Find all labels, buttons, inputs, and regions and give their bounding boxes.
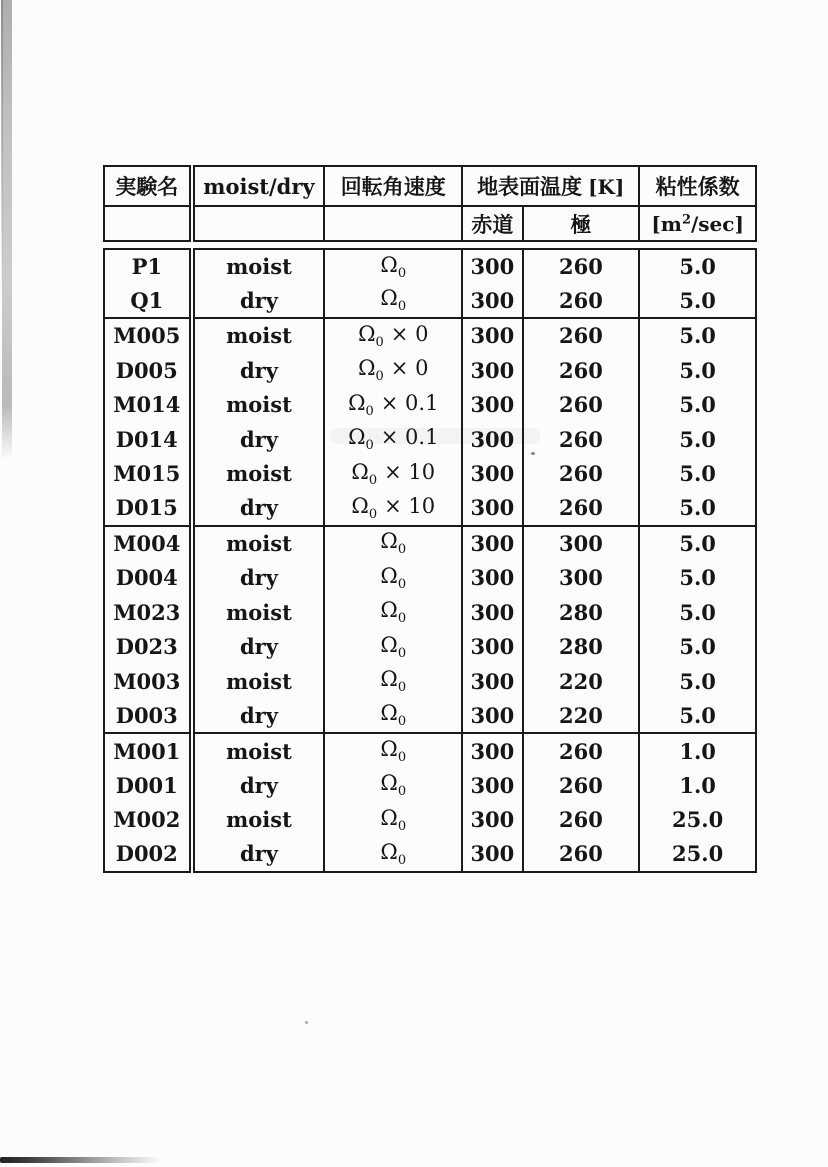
cell-rotation-rate: [324, 630, 462, 665]
omega-multiplier: × 0: [390, 355, 429, 380]
cell-visc: 25.0: [639, 803, 756, 838]
cell-name: M023: [104, 595, 192, 630]
header-surface-temperature-jp: 地表面温度: [477, 176, 583, 199]
cell-visc: 25.0: [639, 837, 756, 872]
omega-multiplier: × 10: [384, 493, 436, 518]
cell-rotation-rate: [324, 560, 462, 595]
cell-t-eq: 300: [462, 249, 522, 284]
header-equator: 赤道: [462, 206, 522, 241]
cell-t-pole: 300: [523, 560, 640, 595]
cell-rotation-rate: [324, 318, 462, 353]
header-surface-temperature: [462, 166, 639, 206]
omega-subscript: 0: [397, 542, 407, 558]
cell-visc: 5.0: [639, 422, 756, 457]
cell-t-eq: 300: [462, 457, 522, 492]
viscosity-unit-pre: [m: [651, 211, 682, 236]
cell-humidity: moist: [192, 803, 325, 838]
omega-symbol: Ω: [348, 390, 366, 415]
table-row-d023: [104, 630, 756, 665]
cell-visc: 5.0: [639, 284, 756, 319]
cell-rotation-rate: [324, 803, 462, 838]
cell-visc: 5.0: [639, 595, 756, 630]
cell-name: M004: [104, 526, 192, 561]
experiment-parameter-table: [103, 165, 757, 873]
table-row-d015: [104, 491, 756, 526]
omega-symbol: Ω: [380, 632, 398, 657]
cell-humidity: dry: [192, 422, 325, 457]
cell-t-eq: 300: [462, 422, 522, 457]
cell-rotation-rate: [324, 733, 462, 768]
cell-t-pole: 260: [523, 318, 640, 353]
cell-t-eq: 300: [462, 560, 522, 595]
cell-name: D014: [104, 422, 192, 457]
cell-rotation-rate: [324, 768, 462, 803]
cell-visc: 1.0: [639, 768, 756, 803]
table-row-m002: [104, 803, 756, 838]
table-row-m015: [104, 457, 756, 492]
cell-visc: 5.0: [639, 630, 756, 665]
cell-t-pole: 300: [523, 526, 640, 561]
cell-name: M001: [104, 733, 192, 768]
header-empty-cell: [324, 206, 462, 241]
omega-subscript: 0: [375, 369, 384, 385]
omega-symbol: Ω: [380, 598, 398, 623]
cell-humidity: moist: [192, 664, 325, 699]
table-row-m005: [104, 318, 756, 353]
cell-t-pole: 260: [523, 803, 640, 838]
header-moist-dry: moist/dry: [192, 166, 325, 206]
cell-humidity: moist: [192, 733, 325, 768]
cell-humidity: moist: [192, 457, 325, 492]
cell-t-eq: 300: [462, 318, 522, 353]
cell-rotation-rate: [324, 353, 462, 388]
cell-t-eq: 300: [462, 733, 522, 768]
cell-humidity: moist: [192, 387, 325, 422]
omega-symbol: Ω: [380, 667, 398, 692]
omega-subscript: 0: [397, 611, 407, 627]
cell-visc: 5.0: [639, 353, 756, 388]
cell-rotation-rate: [324, 699, 462, 734]
omega-symbol: Ω: [348, 425, 366, 450]
cell-t-eq: 300: [462, 699, 522, 734]
cell-t-pole: 260: [523, 284, 640, 319]
omega-subscript: 0: [375, 335, 384, 351]
header-viscosity-unit: [639, 206, 756, 241]
cell-visc: 5.0: [639, 560, 756, 595]
cell-humidity: dry: [192, 837, 325, 872]
scan-speck: [305, 1021, 308, 1024]
cell-t-eq: 300: [462, 595, 522, 630]
header-surface-temperature-unit: [K]: [588, 175, 625, 199]
omega-subscript: 0: [397, 645, 407, 661]
omega-symbol: Ω: [380, 701, 398, 726]
cell-name: M015: [104, 457, 192, 492]
cell-t-eq: 300: [462, 837, 522, 872]
omega-subscript: 0: [397, 299, 407, 315]
omega-multiplier: × 0.1: [380, 425, 439, 450]
cell-visc: 5.0: [639, 249, 756, 284]
omega-multiplier: × 0.1: [380, 390, 439, 415]
table-row-m003: [104, 664, 756, 699]
omega-symbol: Ω: [380, 805, 398, 830]
cell-t-eq: 300: [462, 387, 522, 422]
omega-symbol: Ω: [380, 563, 398, 588]
omega-subscript: 0: [365, 403, 374, 419]
cell-visc: 5.0: [639, 491, 756, 526]
cell-visc: 5.0: [639, 318, 756, 353]
cell-rotation-rate: [324, 387, 462, 422]
omega-subscript: 0: [397, 714, 407, 730]
omega-symbol: Ω: [358, 355, 376, 380]
table-row-d001: [104, 768, 756, 803]
cell-visc: 5.0: [639, 526, 756, 561]
cell-t-eq: 300: [462, 803, 522, 838]
cell-humidity: dry: [192, 491, 325, 526]
cell-name: M002: [104, 803, 192, 838]
cell-rotation-rate: [324, 491, 462, 526]
scan-edge-artifact-left: [2, 0, 12, 460]
omega-symbol: Ω: [380, 839, 398, 864]
header-empty-cell: [104, 206, 192, 241]
table-row-d005: [104, 353, 756, 388]
omega-symbol: Ω: [380, 252, 398, 277]
omega-subscript: 0: [368, 507, 378, 523]
cell-rotation-rate: [324, 284, 462, 319]
cell-name: D004: [104, 560, 192, 595]
cell-visc: 1.0: [639, 733, 756, 768]
table-row-d014: [104, 422, 756, 457]
omega-symbol: Ω: [380, 529, 398, 554]
omega-subscript: 0: [397, 265, 407, 281]
cell-t-pole: 260: [523, 387, 640, 422]
cell-humidity: dry: [192, 630, 325, 665]
table-body: [103, 248, 757, 873]
cell-rotation-rate: [324, 457, 462, 492]
cell-name: D003: [104, 699, 192, 734]
cell-t-pole: 220: [523, 699, 640, 734]
cell-rotation-rate: [324, 249, 462, 284]
cell-t-eq: 300: [462, 526, 522, 561]
cell-t-eq: 300: [462, 768, 522, 803]
cell-humidity: moist: [192, 318, 325, 353]
omega-subscript: 0: [397, 818, 407, 834]
omega-symbol: Ω: [358, 321, 376, 346]
cell-t-eq: 300: [462, 353, 522, 388]
table-row-m001: [104, 733, 756, 768]
cell-rotation-rate: [324, 837, 462, 872]
header-rotation-rate: 回転角速度: [324, 166, 462, 206]
cell-name: D002: [104, 837, 192, 872]
table-row-m014: [104, 387, 756, 422]
cell-t-pole: 260: [523, 837, 640, 872]
cell-name: M003: [104, 664, 192, 699]
cell-t-pole: 260: [523, 353, 640, 388]
cell-name: Q1: [104, 284, 192, 319]
cell-t-pole: 260: [523, 422, 640, 457]
cell-visc: 5.0: [639, 664, 756, 699]
table-row-q1: [104, 284, 756, 319]
cell-name: M014: [104, 387, 192, 422]
cell-t-pole: 260: [523, 457, 640, 492]
cell-t-pole: 280: [523, 630, 640, 665]
omega-symbol: Ω: [351, 459, 369, 484]
cell-rotation-rate: [324, 664, 462, 699]
viscosity-unit-sup: 2: [681, 211, 691, 227]
omega-subscript: 0: [397, 852, 407, 868]
cell-name: D001: [104, 768, 192, 803]
cell-humidity: moist: [192, 526, 325, 561]
cell-t-eq: 300: [462, 630, 522, 665]
cell-t-eq: 300: [462, 491, 522, 526]
omega-subscript: 0: [365, 438, 374, 454]
table-row-d004: [104, 560, 756, 595]
cell-t-eq: 300: [462, 664, 522, 699]
cell-visc: 5.0: [639, 387, 756, 422]
omega-multiplier: × 10: [384, 459, 436, 484]
omega-symbol: Ω: [351, 493, 369, 518]
table-row-m004: [104, 526, 756, 561]
cell-humidity: dry: [192, 699, 325, 734]
cell-humidity: dry: [192, 560, 325, 595]
cell-name: D005: [104, 353, 192, 388]
table-row-d003: [104, 699, 756, 734]
table-row-d002: [104, 837, 756, 872]
table-row-m023: [104, 595, 756, 630]
cell-humidity: dry: [192, 353, 325, 388]
cell-humidity: dry: [192, 284, 325, 319]
cell-rotation-rate: [324, 422, 462, 457]
table-row-p1: [104, 249, 756, 284]
cell-rotation-rate: [324, 526, 462, 561]
cell-humidity: dry: [192, 768, 325, 803]
cell-humidity: moist: [192, 595, 325, 630]
cell-t-pole: 260: [523, 733, 640, 768]
cell-name: M005: [104, 318, 192, 353]
header-pole: 極: [523, 206, 640, 241]
header-viscosity: 粘性係数: [639, 166, 756, 206]
cell-visc: 5.0: [639, 457, 756, 492]
cell-visc: 5.0: [639, 699, 756, 734]
viscosity-unit-post: /sec]: [690, 211, 744, 236]
cell-name: D023: [104, 630, 192, 665]
omega-symbol: Ω: [380, 771, 398, 796]
scan-smudge-bottom-left: [0, 1157, 160, 1163]
cell-name: P1: [104, 249, 192, 284]
omega-subscript: 0: [397, 576, 407, 592]
cell-t-pole: 280: [523, 595, 640, 630]
header-experiment-name: 実験名: [104, 166, 192, 206]
cell-humidity: moist: [192, 249, 325, 284]
omega-subscript: 0: [397, 750, 407, 766]
cell-t-pole: 260: [523, 768, 640, 803]
table-header: [103, 165, 757, 242]
omega-symbol: Ω: [380, 286, 398, 311]
cell-rotation-rate: [324, 595, 462, 630]
omega-subscript: 0: [397, 680, 407, 696]
cell-t-eq: 300: [462, 284, 522, 319]
omega-subscript: 0: [368, 472, 378, 488]
scan-edge-artifact-left-dark: [1, 0, 3, 300]
omega-multiplier: × 0: [390, 321, 429, 346]
cell-t-pole: 260: [523, 249, 640, 284]
cell-t-pole: 260: [523, 491, 640, 526]
omega-subscript: 0: [397, 784, 407, 800]
cell-name: D015: [104, 491, 192, 526]
header-empty-cell: [192, 206, 325, 241]
omega-symbol: Ω: [380, 737, 398, 762]
cell-t-pole: 220: [523, 664, 640, 699]
